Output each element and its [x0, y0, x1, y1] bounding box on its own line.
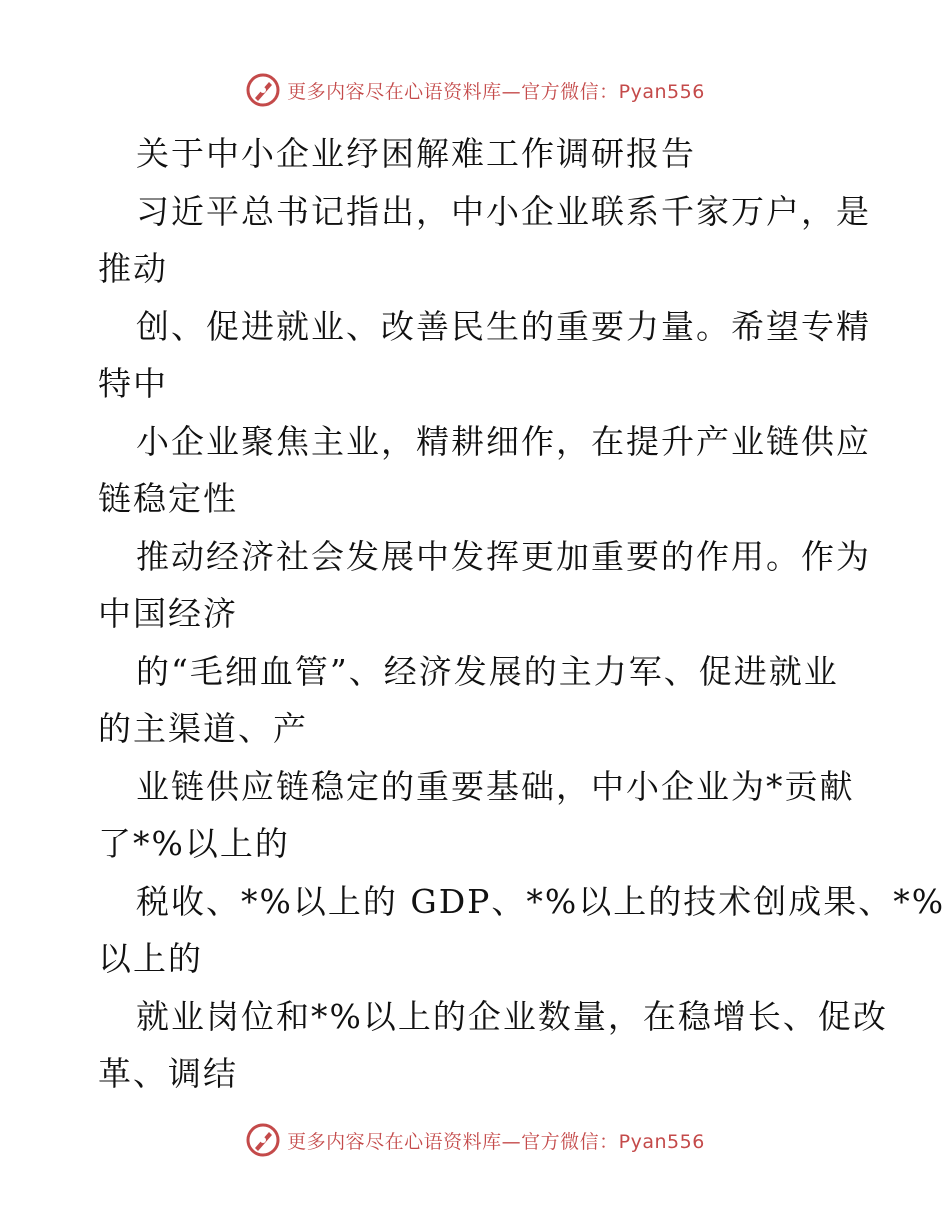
paragraph-line: 税收、*%以上的 GDP、*%以上的技术创成果、*%	[136, 881, 946, 921]
document-title: 关于中小企业纾困解难工作调研报告	[136, 134, 696, 173]
paragraph-line: 创、促进就业、改善民生的重要力量。希望专精	[136, 306, 871, 346]
header-watermark	[0, 72, 950, 108]
paragraph-line: 革、调结	[98, 1054, 238, 1093]
pen-circle-logo-icon	[245, 1122, 281, 1158]
paragraph-line: 的主渠道、产	[98, 709, 308, 748]
paragraph-line: 以上的	[98, 939, 203, 978]
paragraph-line: 业链供应链稳定的重要基础，中小企业为*贡献	[136, 766, 855, 806]
paragraph-line: 小企业聚焦主业，精耕细作，在提升产业链供应	[136, 421, 871, 461]
paragraph-line: 链稳定性	[98, 479, 238, 518]
pen-circle-logo-icon	[245, 72, 281, 108]
paragraph-line: 习近平总书记指出，中小企业联系千家万户，是	[136, 191, 871, 231]
watermark-text: 更多内容尽在心语资料库—官方微信：Pyan556	[287, 80, 705, 103]
document-body	[98, 125, 946, 1103]
paragraph-line: 推动	[98, 249, 168, 288]
paragraph-line: 就业岗位和*%以上的企业数量，在稳增长、促改	[136, 996, 888, 1036]
paragraph-line: 了*%以上的	[98, 824, 290, 863]
paragraph-line: 特中	[98, 364, 168, 403]
paragraph-line: 推动经济社会发展中发挥更加重要的作用。作为	[136, 536, 871, 576]
paragraph-line: 的“毛细血管”、经济发展的主力军、促进就业	[136, 651, 839, 691]
watermark-text: 更多内容尽在心语资料库—官方微信：Pyan556	[287, 1130, 705, 1153]
footer-watermark	[0, 1122, 950, 1158]
paragraph-line: 中国经济	[98, 594, 238, 633]
